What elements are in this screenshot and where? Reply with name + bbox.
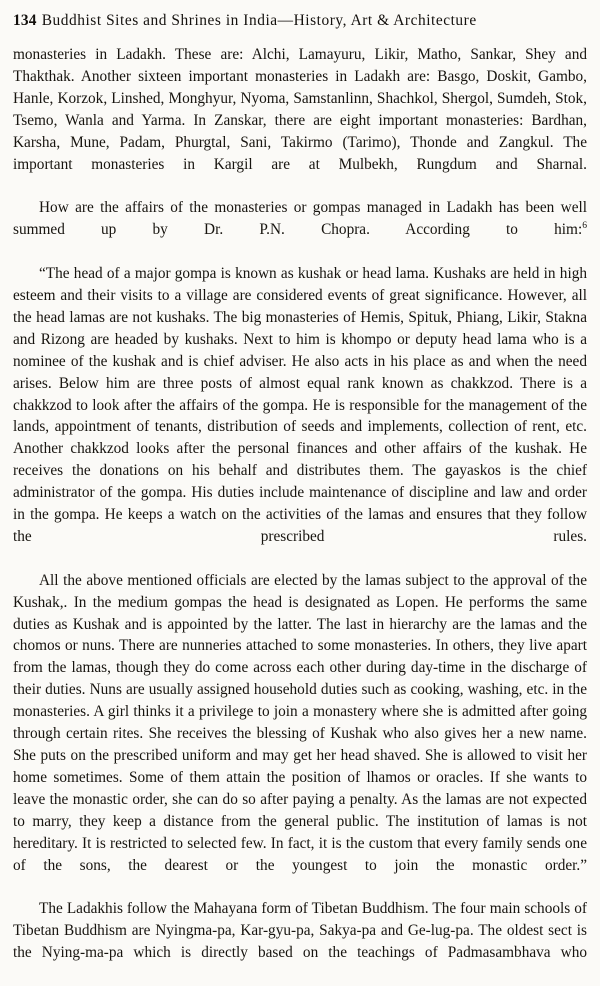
paragraph-text: “The head of a major gompa is known as kushak or head lama. Kushaks are held in high esteem and their visits to a village are considered events of great significance. However, all the head lamas are not kushaks. The big monasteries of Hemis, Spituk, Phiang, Likir, Stakna and Rizong are headed by kushaks. Next to him is khompo or deputy head lama who is a nominee of the kushak and is chief adviser. He also acts in his place as and when the need arises. Below him are three posts of almost equal rank known as chakkzod. There is a chakkzod to look after the affairs of the gompa. He is responsible for the management of the lands, appointment of tenants, distribution of seeds and implements, collection of rent, etc. Another chakkzod looks after the personal finances and other affairs of the kushak. He receives the donations on his behalf and distributes them. The gayaskos is the chief administrator of the gompa. His duties include maintenance of discipline and law and order in the gompa. He keeps a watch on the activities of the lamas and ensures that they follow the prescribed rules.: [13, 265, 587, 545]
paragraph-text: How are the affairs of the monasteries or gompas managed in Ladakh has been well summed up by Dr. P.N. Chopra. According to him:: [13, 199, 587, 239]
paragraph-text: The Ladakhis follow the Mahayana form of Tibetan Buddhism. The four main schools of Tibetan Buddhism are Nyingma-pa, Kar-gyu-pa, Sakya-pa and Ge-lug-pa. The oldest sect is the Nying-ma-pa which is directly based on the teachings of Padmasambhava who: [13, 900, 587, 962]
paragraph-ladakhis-mahayana: [13, 898, 587, 986]
paragraph-quote-officials: [13, 570, 587, 899]
paragraph-text: monasteries in Ladakh. These are: Alchi, Lamayuru, Likir, Matho, Sankar, Shey and Thakthak. Another sixteen important monasteries in Ladakh are: Basgo, Doskit, Gambo, Hanle, Korzok, Linshed, Monghyur, Nyoma, Samstanlinn, Shachkol, Shergol, Sumdeh, Stok, Tsemo, Wanla and Yarma. In Zanskar, there are eight important monasteries: Bardhan, Karsha, Mune, Padam, Phurgtal, Sani, Takirmo (Tarimo), Thonde and Zangkul. The important monasteries in Kargil are at Mulbekh, Rungdum and Sharnal.: [13, 46, 587, 173]
paragraph-quote-kushak: [13, 263, 587, 570]
running-head: [13, 11, 587, 31]
page-number: 134: [13, 12, 37, 29]
footnote-reference[interactable]: 6: [582, 220, 587, 232]
paragraph-chopra-intro: [13, 197, 587, 263]
paragraph-monasteries-list: [13, 44, 587, 197]
body-text-column: [13, 44, 587, 986]
running-head-title: Buddhist Sites and Shrines in India—History, Art & Architecture: [41, 12, 477, 29]
paragraph-text: All the above mentioned officials are elected by the lamas subject to the approval of the Kushak,. In the medium gompas the head is designated as Lopen. He performs the same duties as Kushak and is appointed by the latter. The last in hierarchy are the lamas and the chomos or nuns. There are nunneries attached to some monasteries. In others, they live apart from the lamas, though they do come across each other during day-time in the discharge of their duties. Nuns are usually assigned household duties such as cooking, washing, etc. in the monasteries. A girl thinks it a privilege to join a monastery where she is admitted after going through certain rites. She receives the blessing of Kushak who also gives her a new name. She puts on the prescribed uniform and may get her head shaved. She is allowed to visit her home sometimes. Some of them attain the position of lhamos or oracles. If she wants to leave the monastic order, she can do so after paying a penalty. As the lamas are not expected to marry, they keep a distance from the general public. The institution of lamas is not hereditary. It is restricted to selected few. In fact, it is the custom that every family sends one of the sons, the dearest or the youngest to join the monastic order.”: [13, 571, 587, 874]
